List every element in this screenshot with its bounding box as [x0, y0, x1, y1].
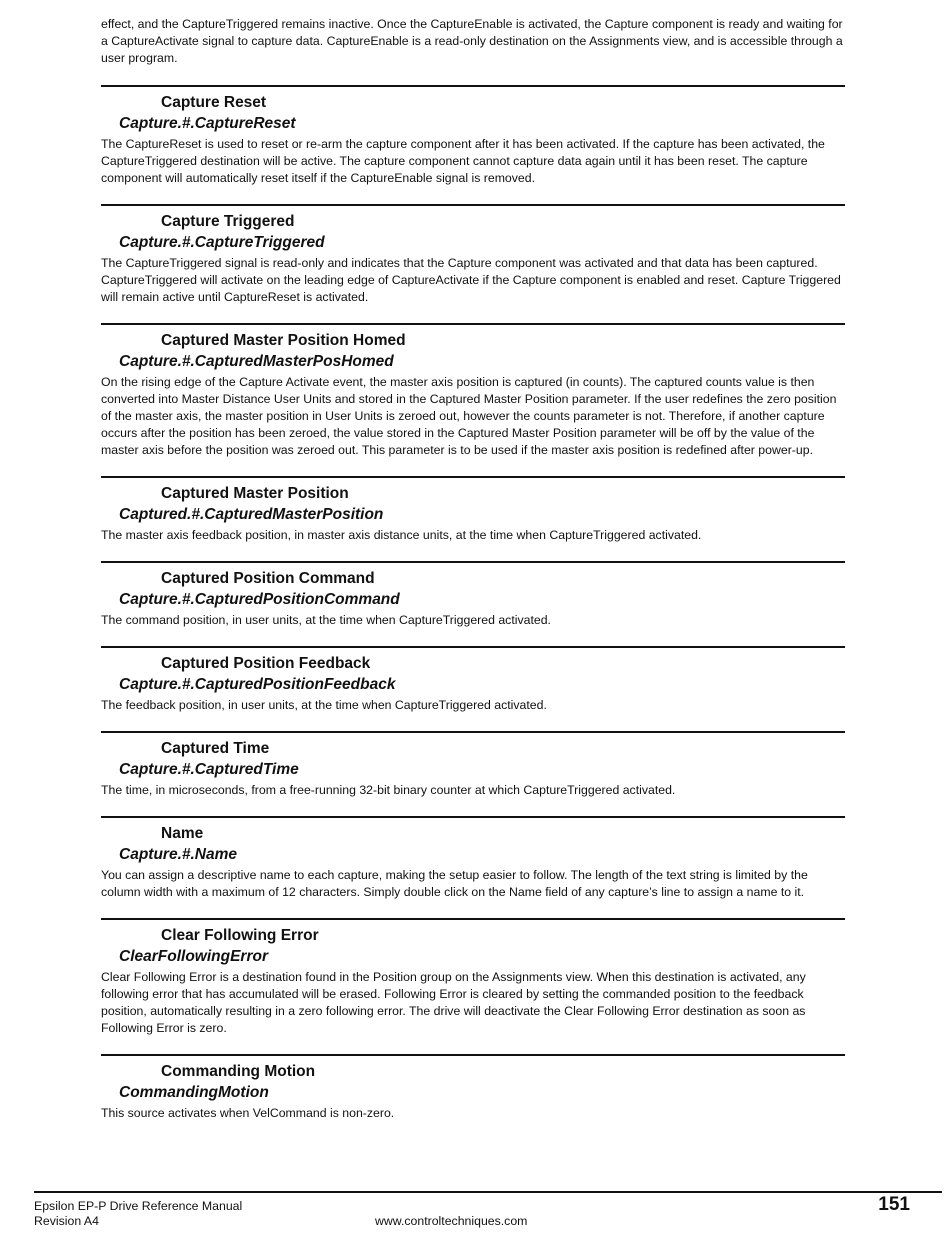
section-title: Commanding Motion: [161, 1063, 316, 1080]
section-name: [101, 816, 845, 901]
parameter-name: Capture.#.CapturedPositionCommand: [119, 591, 400, 608]
section-title: Captured Master Position: [161, 485, 349, 502]
section-captured-position-command: [101, 561, 845, 629]
parameter-name: Capture.#.Name: [119, 846, 238, 863]
section-title: Capture Triggered: [161, 213, 295, 230]
footer-manual-info: [34, 1199, 242, 1229]
section-body: The command position, in user units, at the time when CaptureTriggered activated.: [101, 613, 551, 627]
section-body: The feedback position, in user units, at the time when CaptureTriggered activated.: [101, 698, 547, 712]
section-capture-triggered: [101, 204, 845, 306]
section-title: Captured Master Position Homed: [161, 332, 406, 349]
section-body: On the rising edge of the Capture Activate event, the master axis position is captured (in counts). The captured counts value is then converted into Master Distance User Units and stored in the Captured Master Position parameter. If the user redefines the zero position of the master axis, the master position in User Units is zeroed out, however the counts parameter is not. Therefore, if another capture occurs after the position has been zeroed, the value stored in the Captured Master Position parameter will be off by the value of the master axis before the position was zeroed out. This parameter is to be used if the master axis position is redefined after power-up.: [101, 375, 837, 457]
section-captured-position-feedback: [101, 646, 845, 714]
section-title: Clear Following Error: [161, 927, 319, 944]
section-title: Capture Reset: [161, 94, 267, 111]
section-body: The master axis feedback position, in master axis distance units, at the time when CaptureTriggered activated.: [101, 528, 702, 542]
section-captured-master-position: [101, 476, 845, 544]
parameter-name: Capture.#.CaptureTriggered: [119, 234, 325, 251]
section-body: The CaptureTriggered signal is read-only and indicates that the Capture component was activated and that data has been captured. CaptureTriggered will activate on the leading edge of CaptureActivate if the Capture component is enabled and reset. Capture Triggered will remain active until CaptureReset is activated.: [101, 256, 841, 304]
section-capture-reset: [101, 85, 845, 187]
section-title: Captured Position Command: [161, 570, 375, 587]
section-body: The CaptureReset is used to reset or re-arm the capture component after it has been activated. If the capture has been activated, the CaptureTriggered destination will be active. The capture component cannot capture data again until it has been reset. The capture component will automatically reset itself if the CaptureEnable signal is removed.: [101, 137, 825, 185]
section-title: Captured Position Feedback: [161, 655, 371, 672]
parameter-name: ClearFollowingError: [119, 948, 268, 965]
parameter-name: Capture.#.CapturedPositionFeedback: [119, 676, 396, 693]
parameter-name: Captured.#.CapturedMasterPosition: [119, 506, 384, 523]
website-url: www.controltechniques.com: [375, 1214, 528, 1228]
section-body: The time, in microseconds, from a free-running 32-bit binary counter at which CaptureTriggered activated.: [101, 783, 676, 797]
parameter-name: Capture.#.CaptureReset: [119, 115, 296, 132]
parameter-name: Capture.#.CapturedTime: [119, 761, 299, 778]
section-title: Captured Time: [161, 740, 270, 757]
section-captured-time: [101, 731, 845, 799]
page-number: 151: [878, 1194, 910, 1215]
section-body: This source activates when VelCommand is non-zero.: [101, 1106, 395, 1120]
section-captured-master-position-homed: [101, 323, 845, 459]
section-title: Name: [161, 825, 204, 842]
manual-title: Epsilon EP-P Drive Reference Manual: [34, 1199, 243, 1213]
parameter-name: Capture.#.CapturedMasterPosHomed: [119, 353, 394, 370]
section-clear-following-error: [101, 918, 845, 1037]
section-commanding-motion: [101, 1054, 845, 1122]
parameter-name: CommandingMotion: [119, 1084, 269, 1101]
intro-paragraph: effect, and the CaptureTriggered remains inactive. Once the CaptureEnable is activated, the Capture component is ready and waiting for a CaptureActivate signal to capture data. CaptureEnable is a read-only destination on the Assignments view, and is accessible through a user program.: [101, 17, 843, 65]
section-body: You can assign a descriptive name to each capture, making the setup easier to follow. The length of the text string is limited by the column width with a maximum of 12 characters. Simply double click on the Name field of any capture’s line to assign a name to it.: [101, 868, 808, 899]
footer-divider: [34, 1191, 942, 1193]
revision-label: Revision A4: [34, 1214, 99, 1228]
section-body: Clear Following Error is a destination found in the Position group on the Assignments view. When this destination is activated, any following error that has accumulated will be erased. Following Error is cleared by setting the commanded position to the feedback position, automatically resulting in a zero following error. The drive will deactivate the Clear Following Error destination as soon as Following Error is zero.: [101, 970, 806, 1035]
page-content: [101, 16, 845, 1139]
